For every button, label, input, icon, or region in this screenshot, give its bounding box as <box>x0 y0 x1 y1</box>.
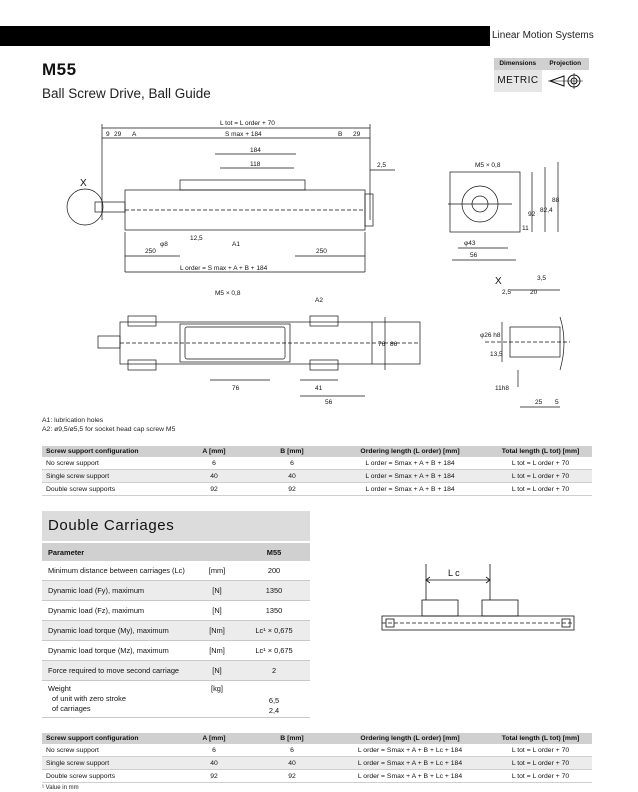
cell: Double screw supports <box>42 770 175 783</box>
param-value: 200 <box>238 561 310 581</box>
dim-11: 11 <box>522 225 529 232</box>
technical-drawing <box>40 112 600 412</box>
t1-header-a: A [mm] <box>175 446 253 457</box>
cell: L tot = L order + 70 <box>489 470 592 483</box>
dim-92: 92 <box>528 211 536 218</box>
dim-76-side: 76 <box>378 341 386 348</box>
weight-values <box>238 681 310 718</box>
label-a2: A2 <box>315 297 323 304</box>
param-label: Dynamic load torque (Mz), maximum <box>42 641 196 661</box>
weight-unit: [kg] <box>196 681 238 718</box>
cell: 40 <box>175 470 253 483</box>
projection-label: Projection <box>549 60 582 67</box>
cell: 6 <box>175 457 253 470</box>
param-value: Lc¹ × 0,675 <box>238 641 310 661</box>
dim-76-bottom: 76 <box>232 385 240 392</box>
cell: Double screw supports <box>42 483 175 496</box>
t1-header-config: Screw support configuration <box>42 446 175 457</box>
cell: L order = Smax + A + B + Lc + 184 <box>331 757 489 770</box>
lc-label: L c <box>448 568 460 578</box>
screw-support-table <box>42 446 592 496</box>
param-value: 1350 <box>238 601 310 621</box>
double-carriages-title: Double Carriages <box>42 511 310 541</box>
dim-250a: 250 <box>145 248 156 255</box>
cell: L order = Smax + A + B + Lc + 184 <box>331 770 489 783</box>
note-a2: A2: ø9,5/ø5,5 for socket head cap screw M5 <box>42 426 176 433</box>
cell: L tot = L order + 70 <box>489 483 592 496</box>
cell: No screw support <box>42 457 175 470</box>
cell: 40 <box>175 757 253 770</box>
double-carriages-table <box>42 543 310 718</box>
cell: L order = Smax + A + B + 184 <box>331 483 489 496</box>
dim-2-5: 2,5 <box>377 162 387 169</box>
table-row <box>42 770 592 783</box>
param-label: Dynamic load (Fy), maximum <box>42 581 196 601</box>
first-angle-projection-icon <box>542 70 589 92</box>
cell: L order = Smax + A + B + Lc + 184 <box>331 744 489 757</box>
dim-5: 5 <box>555 399 559 406</box>
table-row <box>42 457 592 470</box>
param-label: Force required to move second carriage <box>42 661 196 681</box>
dim-82-4: 82,4 <box>540 207 553 214</box>
param-unit: [Nm] <box>196 621 238 641</box>
param-value: 2 <box>238 661 310 681</box>
dim-13-5: 13,5 <box>490 351 503 358</box>
dim-12-5: 12,5 <box>190 235 203 242</box>
dim-ltot: L tot = L order + 70 <box>220 120 275 127</box>
dim-2-5b: 2,5 <box>502 289 512 296</box>
double-carriage-drawing <box>378 562 578 642</box>
dim-b: B <box>338 131 343 138</box>
dim-29b: 29 <box>353 131 361 138</box>
table-row <box>42 581 310 601</box>
cell: 92 <box>175 483 253 496</box>
table-row <box>42 561 310 581</box>
table-row <box>42 601 310 621</box>
header-bar <box>0 26 490 46</box>
weight-value-unit: 6,5 <box>268 695 280 705</box>
cell: Single screw support <box>42 470 175 483</box>
param-unit: [N] <box>196 581 238 601</box>
cell: L tot = L order + 70 <box>489 457 592 470</box>
weight-label: Weight <box>48 684 71 693</box>
weight-value-carriages: 2,4 <box>268 705 280 715</box>
cell: L tot = L order + 70 <box>489 770 592 783</box>
weight-sub1: of unit with zero stroke <box>52 694 126 703</box>
dim-phi26: φ26 h8 <box>480 332 501 339</box>
section-title: Linear Motion Systems <box>492 30 594 41</box>
table-row <box>42 744 592 757</box>
dim-3-5: 3,5 <box>537 275 547 282</box>
cell: 6 <box>175 744 253 757</box>
model-header: M55 <box>238 543 310 561</box>
param-label: Dynamic load torque (My), maximum <box>42 621 196 641</box>
detail-x-marker: X <box>80 178 87 189</box>
dim-184: 184 <box>250 147 261 154</box>
t2-header-b: B [mm] <box>253 733 331 744</box>
unit-label: METRIC <box>494 70 542 92</box>
dim-41: 41 <box>315 385 323 392</box>
drawing-notes <box>42 416 175 434</box>
param-header: Parameter <box>42 543 238 561</box>
t1-header-ltot: Total length (L tot) [mm] <box>489 446 592 457</box>
table-row <box>42 681 310 718</box>
cell: 92 <box>253 770 331 783</box>
dim-25: 25 <box>535 399 543 406</box>
weight-label-cell <box>42 681 196 718</box>
cell: L order = Smax + A + B + 184 <box>331 470 489 483</box>
param-unit: [Nm] <box>196 641 238 661</box>
note-a1: A1: lubrication holes <box>42 417 104 424</box>
cell: L tot = L order + 70 <box>489 757 592 770</box>
cell: 6 <box>253 744 331 757</box>
table-row <box>42 621 310 641</box>
weight-sub2: of carriages <box>52 704 91 713</box>
cell: 92 <box>253 483 331 496</box>
dim-86: 86 <box>390 341 398 348</box>
t2-header-ltot: Total length (L tot) [mm] <box>489 733 592 744</box>
footnote: ¹ Value in mm <box>42 785 79 791</box>
dim-m5-end: M5 × 0,8 <box>475 162 501 169</box>
t1-header-lorder: Ordering length (L order) [mm] <box>331 446 489 457</box>
dim-56-end: 56 <box>470 252 478 259</box>
dim-phi8: φ8 <box>160 241 168 248</box>
table-row <box>42 757 592 770</box>
dim-lorder: L order = S max + A + B + 184 <box>180 265 268 272</box>
table-row <box>42 470 592 483</box>
dimensions-label: Dimensions <box>499 60 537 67</box>
table-row <box>42 641 310 661</box>
cell: 40 <box>253 470 331 483</box>
cell: 6 <box>253 457 331 470</box>
cell: No screw support <box>42 744 175 757</box>
dim-a: A <box>132 131 137 138</box>
dim-56-bottom: 56 <box>325 399 333 406</box>
param-value: Lc¹ × 0,675 <box>238 621 310 641</box>
table-row <box>42 483 592 496</box>
param-unit: [N] <box>196 661 238 681</box>
param-value: 1350 <box>238 581 310 601</box>
param-unit: [N] <box>196 601 238 621</box>
detail-x-title: X <box>495 276 502 287</box>
table-row <box>42 661 310 681</box>
dim-20: 20 <box>530 289 538 296</box>
cell: Single screw support <box>42 757 175 770</box>
dim-smax: S max + 184 <box>225 131 262 138</box>
dim-250b: 250 <box>316 248 327 255</box>
dim-11h8: 11h8 <box>495 385 509 392</box>
screw-support-table-double <box>42 733 592 783</box>
cell: 92 <box>175 770 253 783</box>
cell: L order = Smax + A + B + 184 <box>331 457 489 470</box>
dimensions-projection-badge <box>494 58 589 92</box>
page-title: M55 <box>42 60 77 79</box>
param-label: Minimum distance between carriages (Lc) <box>42 561 196 581</box>
dim-29a: 29 <box>114 131 122 138</box>
dim-phi43: φ43 <box>464 240 476 247</box>
t2-header-a: A [mm] <box>175 733 253 744</box>
dim-m5-top: M5 × 0,8 <box>215 290 241 297</box>
dim-9: 9 <box>106 131 110 138</box>
dim-88: 88 <box>552 197 560 204</box>
dim-118: 118 <box>250 161 261 168</box>
t2-header-config: Screw support configuration <box>42 733 175 744</box>
cell: 40 <box>253 757 331 770</box>
t2-header-lorder: Ordering length (L order) [mm] <box>331 733 489 744</box>
param-label: Dynamic load (Fz), maximum <box>42 601 196 621</box>
t1-header-b: B [mm] <box>253 446 331 457</box>
label-a1: A1 <box>232 241 240 248</box>
page-subtitle: Ball Screw Drive, Ball Guide <box>42 86 211 101</box>
cell: L tot = L order + 70 <box>489 744 592 757</box>
param-unit: [mm] <box>196 561 238 581</box>
